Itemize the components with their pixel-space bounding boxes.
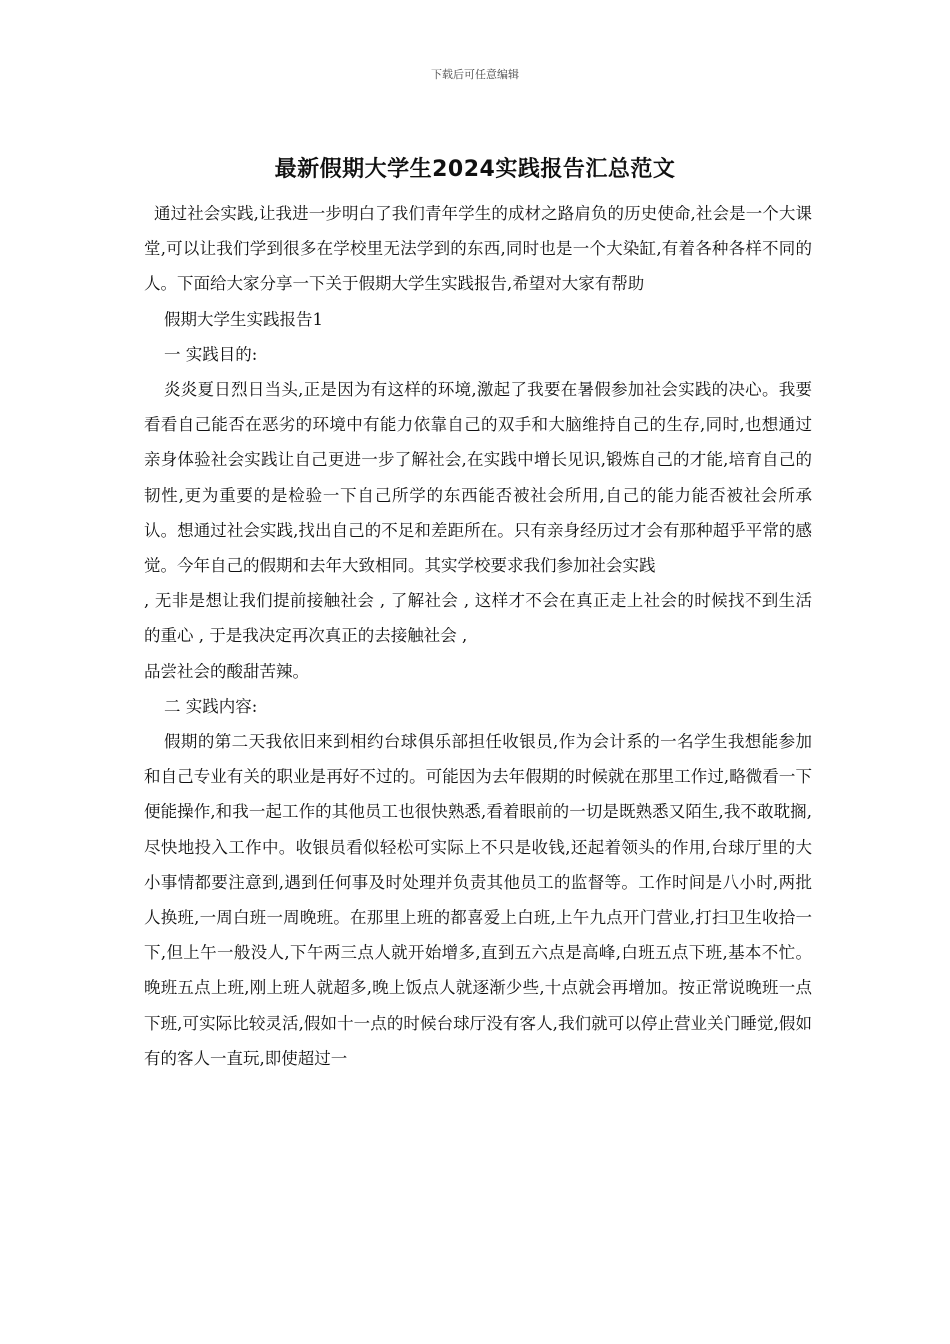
content-paragraph: 假期的第二天我依旧来到相约台球俱乐部担任收银员,作为会计系的一名学生我想能参加和自己专业有关的职业是再好不过的。可能因为去年假期的时候就在那里工作过,略微看一下便能操作,和我一起工作的其他员工也很快熟悉,看着眼前的一切是既熟悉又陌生,我不敢耽搁,尽快地投入工作中。收银员看似轻松可实际上不只是收钱,还起着领头的作用,台球厅里的大小事情都要注意到,遇到任何事及时处理并负责其他员工的监督等。工作时间是八小时,两批人换班,一周白班一周晚班。在那里上班的都喜爱上白班,上午九点开门营业,打扫卫生收拾一下,但上午一般没人,下午两三点人就开始增多,直到五六点是高峰,白班五点下班,基本不忙。晚班五点上班,刚上班人就超多,晚上饭点人就逐渐少些,十点就会再增加。按正常说晚班一点下班,可实际比较灵活,假如十一点的时候台球厅没有客人,我们就可以停止营业关门睡觉,假如有的客人一直玩,即使超过一 xyxy=(144,732,812,1068)
purpose-continuation: , 无非是想让我们提前接触社会 , 了解社会 , 这样才不会在真正走上社会的时候找不到生活的重心 , 于是我决定再次真正的去接触社会 , xyxy=(144,591,812,646)
section-heading-purpose: 一 实践目的: xyxy=(164,344,258,364)
section-heading-content: 二 实践内容: xyxy=(164,696,258,716)
document-title: 最新假期大学生2024实践报告汇总范文 xyxy=(274,157,676,182)
intro-paragraph: 通过社会实践,让我进一步明白了我们青年学生的成材之路肩负的历史使命,社会是一个大课堂,可以让我们学到很多在学校里无法学到的东西,同时也是一个大染缸,有着各种各样不同的人。下面给大家分享一下关于假期大学生实践报告,希望对大家有帮助 xyxy=(144,204,812,294)
document-body xyxy=(144,196,812,1076)
header-note: 下载后可任意编辑 xyxy=(431,68,519,81)
purpose-paragraph: 炎炎夏日烈日当头,正是因为有这样的环境,激起了我要在暑假参加社会实践的决心。我要看看自己能否在恶劣的环境中有能力依靠自己的双手和大脑维持自己的生存,同时,也想通过亲身体验社会实践让自己更进一步了解社会,在实践中增长见识,锻炼自己的才能,培育自己的韧性,更为重要的是检验一下自己所学的东西能否被社会所用,自己的能力能否被社会所承认。想通过社会实践,找出自己的不足和差距所在。只有亲身经历过才会有那种超乎平常的感觉。今年自己的假期和去年大致相同。其实学校要求我们参加社会实践 xyxy=(144,380,812,576)
report-heading: 假期大学生实践报告1 xyxy=(164,309,323,329)
purpose-ending: 品尝社会的酸甜苦辣。 xyxy=(144,661,309,681)
